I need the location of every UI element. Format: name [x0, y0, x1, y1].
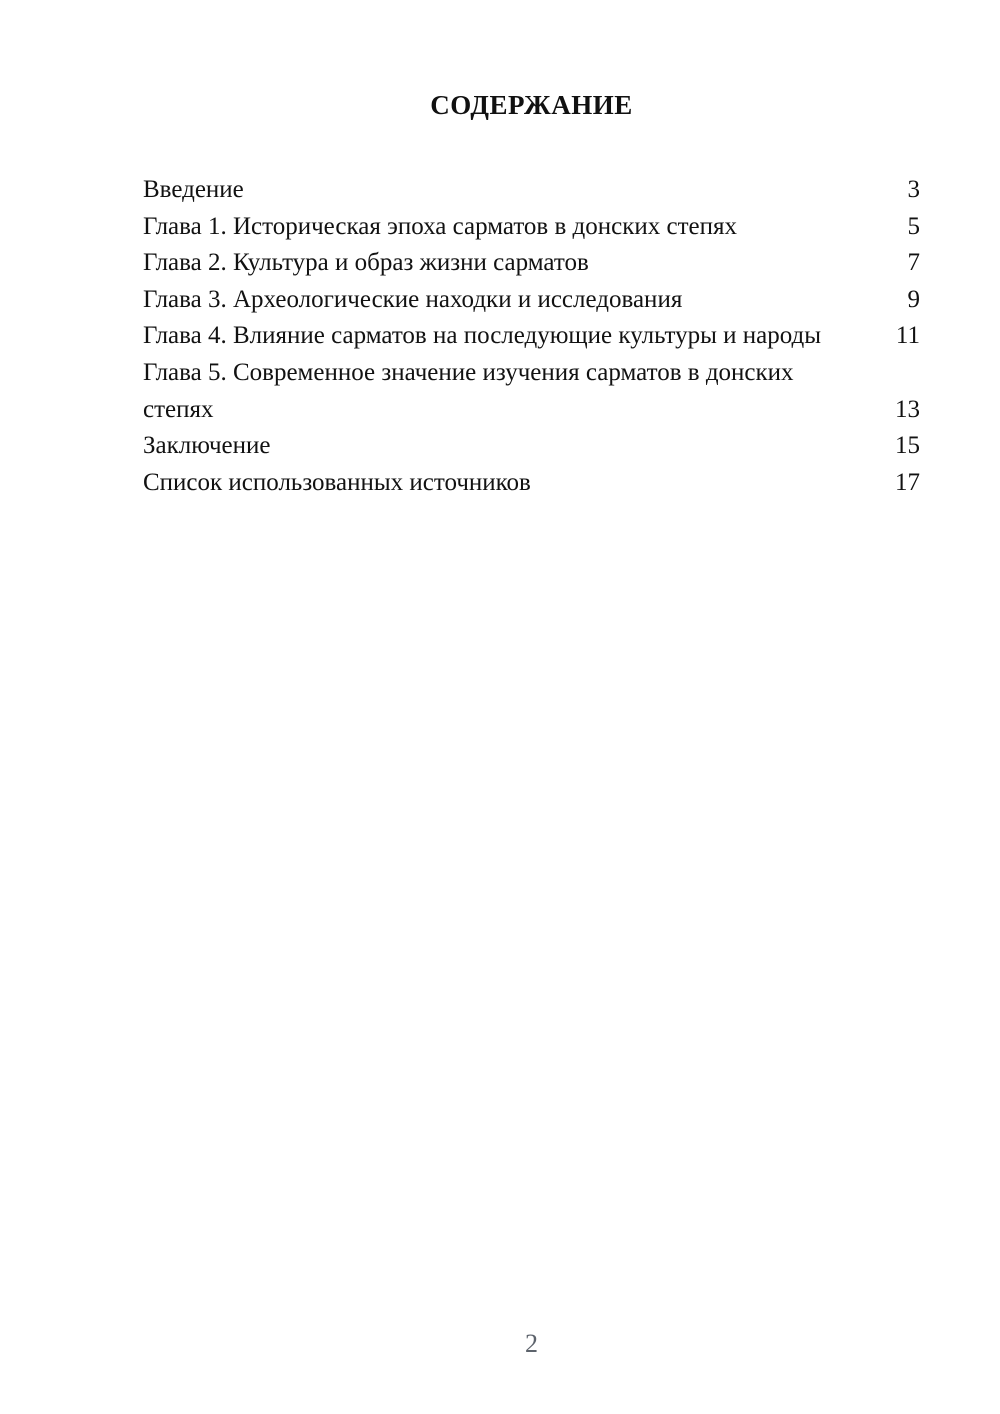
toc-entry-label: Глава 2. Культура и образ жизни сарматов	[143, 249, 589, 277]
toc-entry	[143, 172, 920, 209]
toc-entry-label: Глава 1. Историческая эпоха сарматов в донских степях	[143, 212, 737, 240]
toc-entry	[143, 318, 920, 355]
toc-entry	[143, 245, 920, 282]
toc-entry-label: Введение	[143, 176, 244, 203]
toc-entry-page: 13	[895, 395, 920, 423]
toc-entry-page: 5	[907, 212, 920, 240]
toc-entry-page: 15	[895, 432, 920, 460]
toc-entry	[143, 282, 920, 319]
toc-entry-page: 3	[907, 176, 920, 203]
toc-entry-page: 17	[895, 468, 920, 496]
toc-entry	[143, 355, 920, 428]
table-of-contents	[143, 172, 920, 501]
toc-entry-page: 11	[895, 322, 920, 350]
toc-entry-label: Заключение	[143, 432, 271, 460]
toc-entry	[143, 209, 920, 246]
toc-entry-page: 7	[907, 249, 920, 277]
toc-entry-page: 9	[907, 285, 920, 313]
toc-entry-label: Глава 3. Археологические находки и исследования	[143, 285, 683, 313]
page-title: СОДЕРЖАНИЕ	[430, 90, 633, 120]
toc-entry	[143, 428, 920, 465]
page-number: 2	[525, 1329, 538, 1358]
content-area	[143, 0, 920, 501]
toc-entry-label: Список использованных источников	[143, 468, 531, 496]
toc-entry	[143, 465, 920, 502]
toc-entry-label: Глава 5. Современное значение изучения сарматов в донских степях	[143, 358, 794, 423]
toc-entry-label: Глава 4. Влияние сарматов на последующие культуры и народы	[143, 322, 822, 350]
